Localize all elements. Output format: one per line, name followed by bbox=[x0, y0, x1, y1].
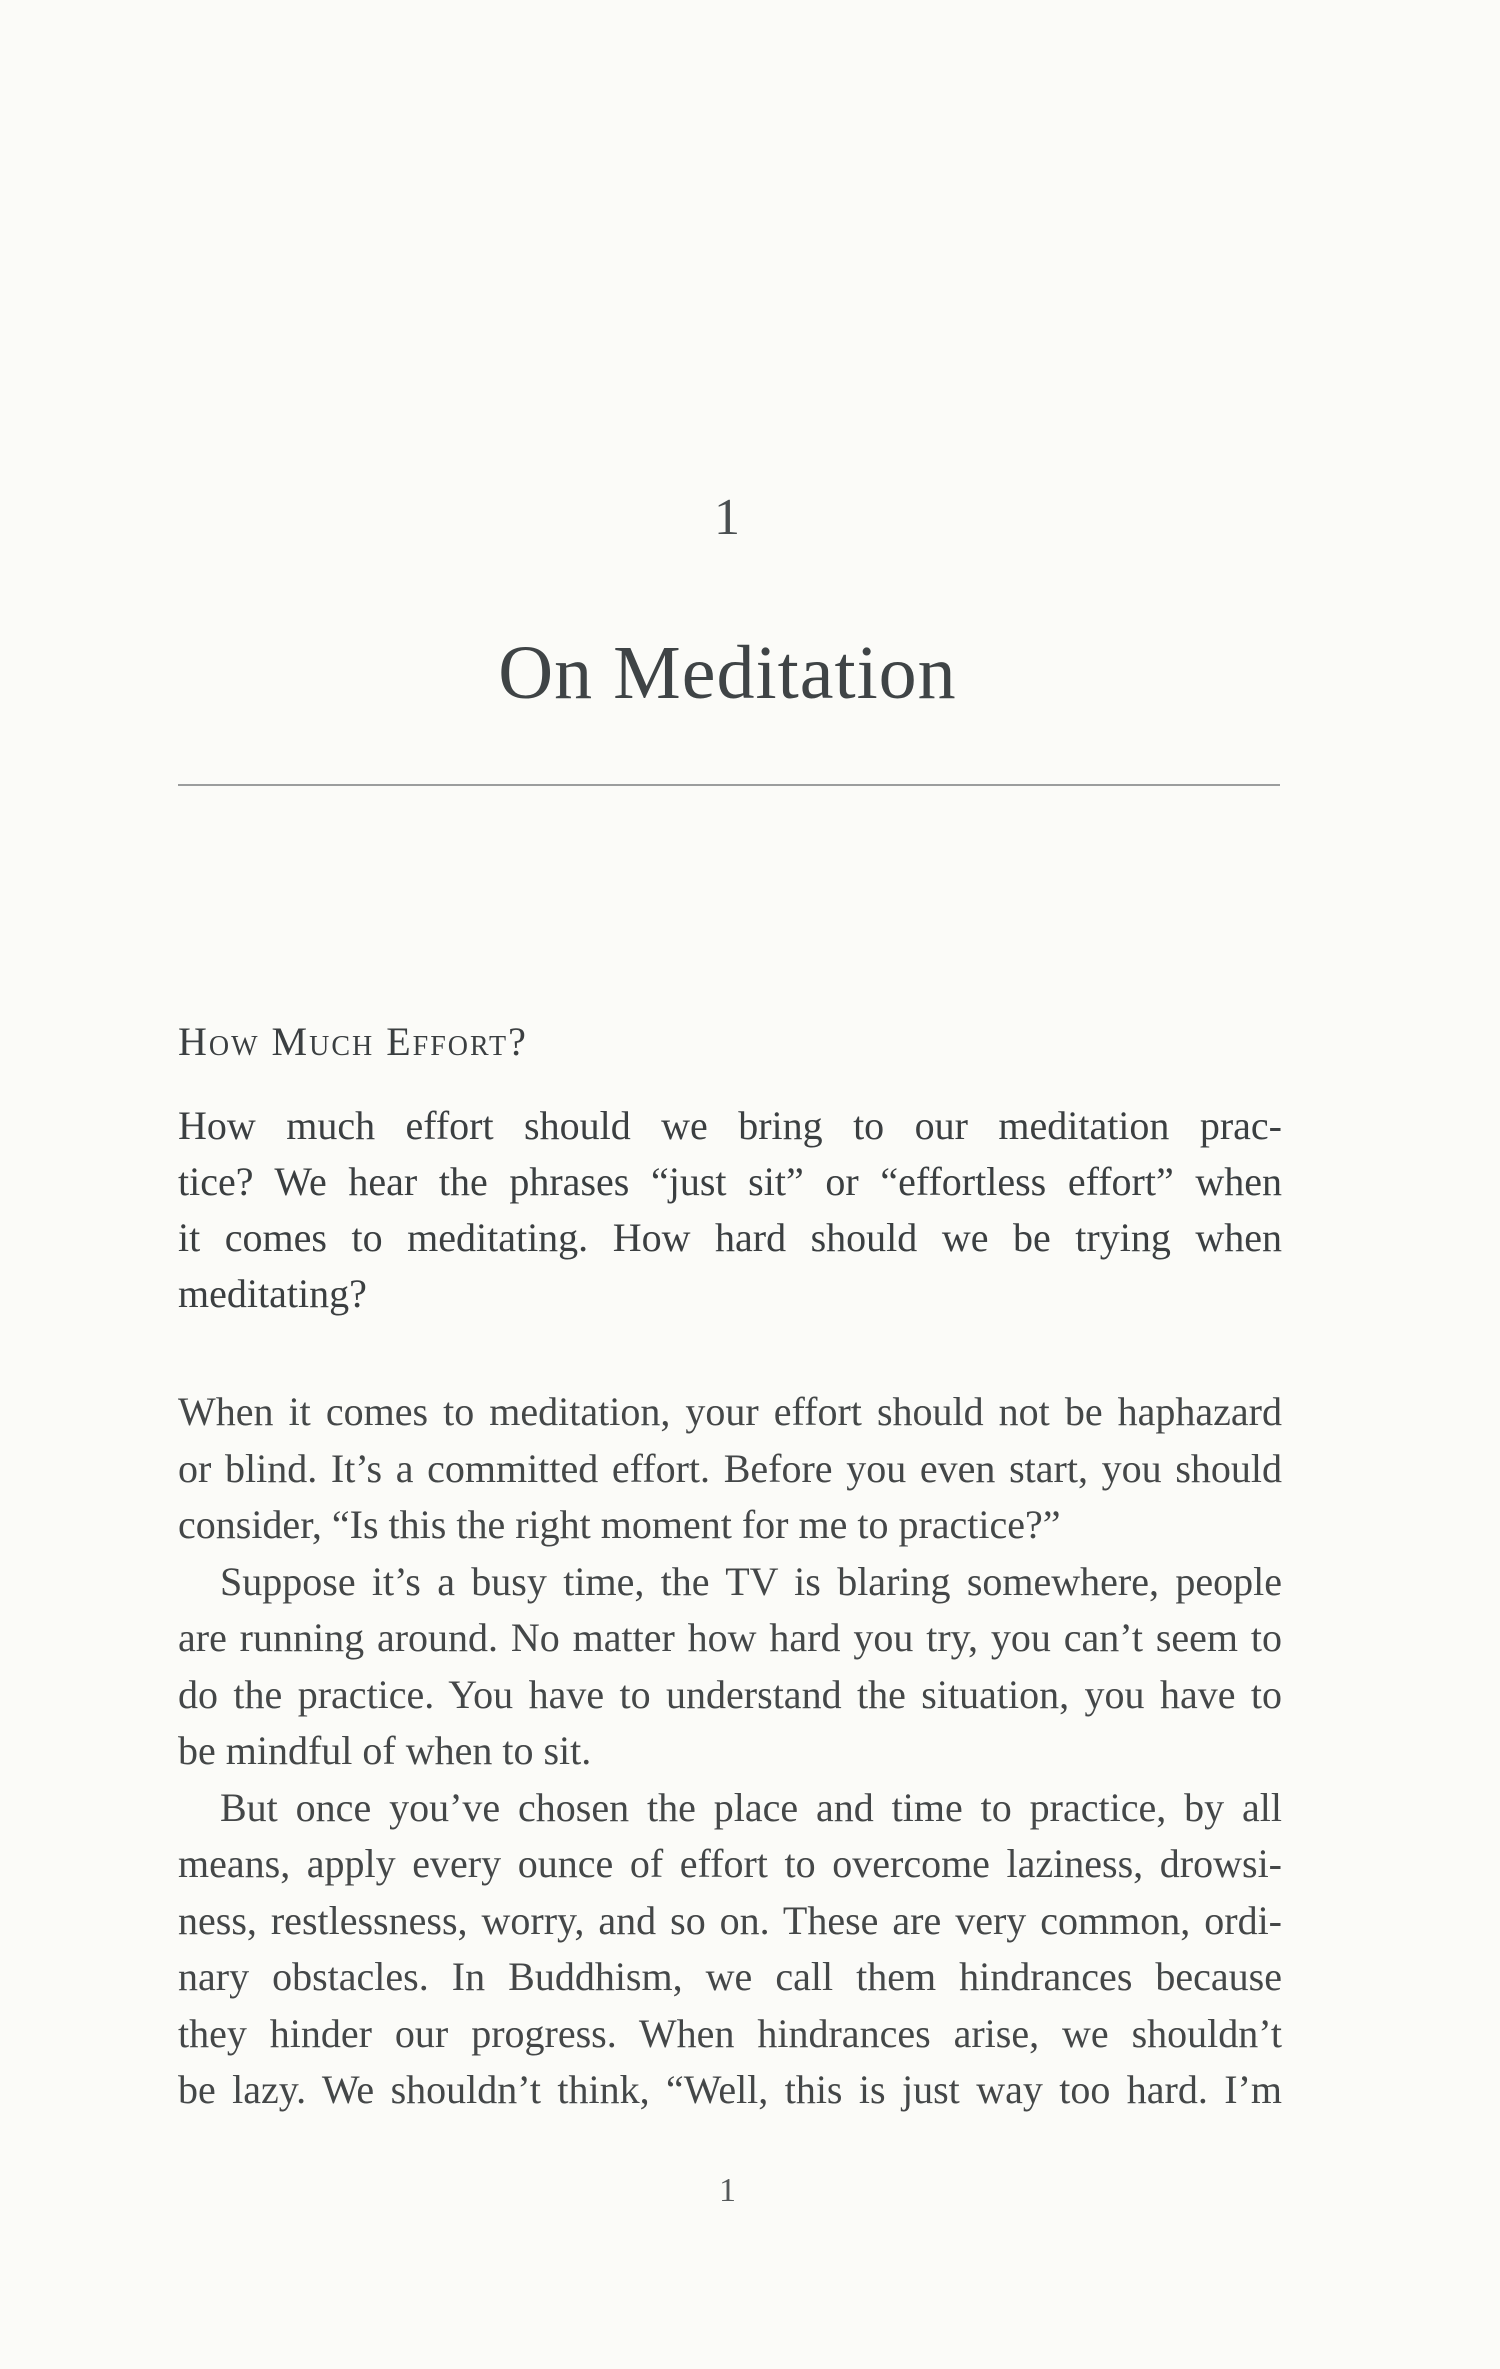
answer-line: be lazy. We shouldn’t think, “Well, this is just way too hard. I’m bbox=[178, 2067, 1282, 2112]
answer-line: means, apply every ounce of effort to overcome laziness, drowsi- bbox=[178, 1841, 1282, 1886]
question-paragraph bbox=[178, 1098, 1282, 1322]
answer-line: But once you’ve chosen the place and time to practice, by all bbox=[220, 1784, 1282, 1830]
question-line: it comes to meditating. How hard should we be trying when bbox=[178, 1215, 1282, 1260]
chapter-title: On Meditation bbox=[498, 631, 957, 715]
answer-line: do the practice. You have to understand the situation, you have to bbox=[178, 1671, 1282, 1717]
question-line: meditating? bbox=[178, 1271, 367, 1316]
answer-text bbox=[178, 1384, 1282, 2119]
answer-line: nary obstacles. In Buddhism, we call them hindrances because bbox=[178, 1954, 1282, 1999]
page-number: 1 bbox=[719, 2172, 736, 2209]
answer-line: Suppose it’s a busy time, the TV is blaring somewhere, people bbox=[220, 1558, 1282, 1604]
answer-line: they hinder our progress. When hindrances arise, we shouldn’t bbox=[178, 2010, 1282, 2056]
answer-line: ness, restlessness, worry, and so on. These are very common, ordi- bbox=[178, 1897, 1282, 1943]
answer-line: are running around. No matter how hard you try, you can’t seem to bbox=[178, 1615, 1282, 1660]
answer-line: consider, “Is this the right moment for me to practice?” bbox=[178, 1502, 1061, 1547]
question-line: How much effort should we bring to our meditation prac- bbox=[178, 1103, 1282, 1148]
answer-line: When it comes to meditation, your effort should not be haphazard bbox=[178, 1389, 1282, 1434]
title-divider bbox=[178, 784, 1280, 786]
chapter-number: 1 bbox=[714, 489, 741, 546]
section-heading: How Much Effort? bbox=[178, 1019, 528, 1064]
question-line: tice? We hear the phrases “just sit” or “effortless effort” when bbox=[178, 1159, 1282, 1204]
answer-line: or blind. It’s a committed effort. Before you even start, you should bbox=[178, 1445, 1282, 1491]
answer-line: be mindful of when to sit. bbox=[178, 1728, 592, 1773]
